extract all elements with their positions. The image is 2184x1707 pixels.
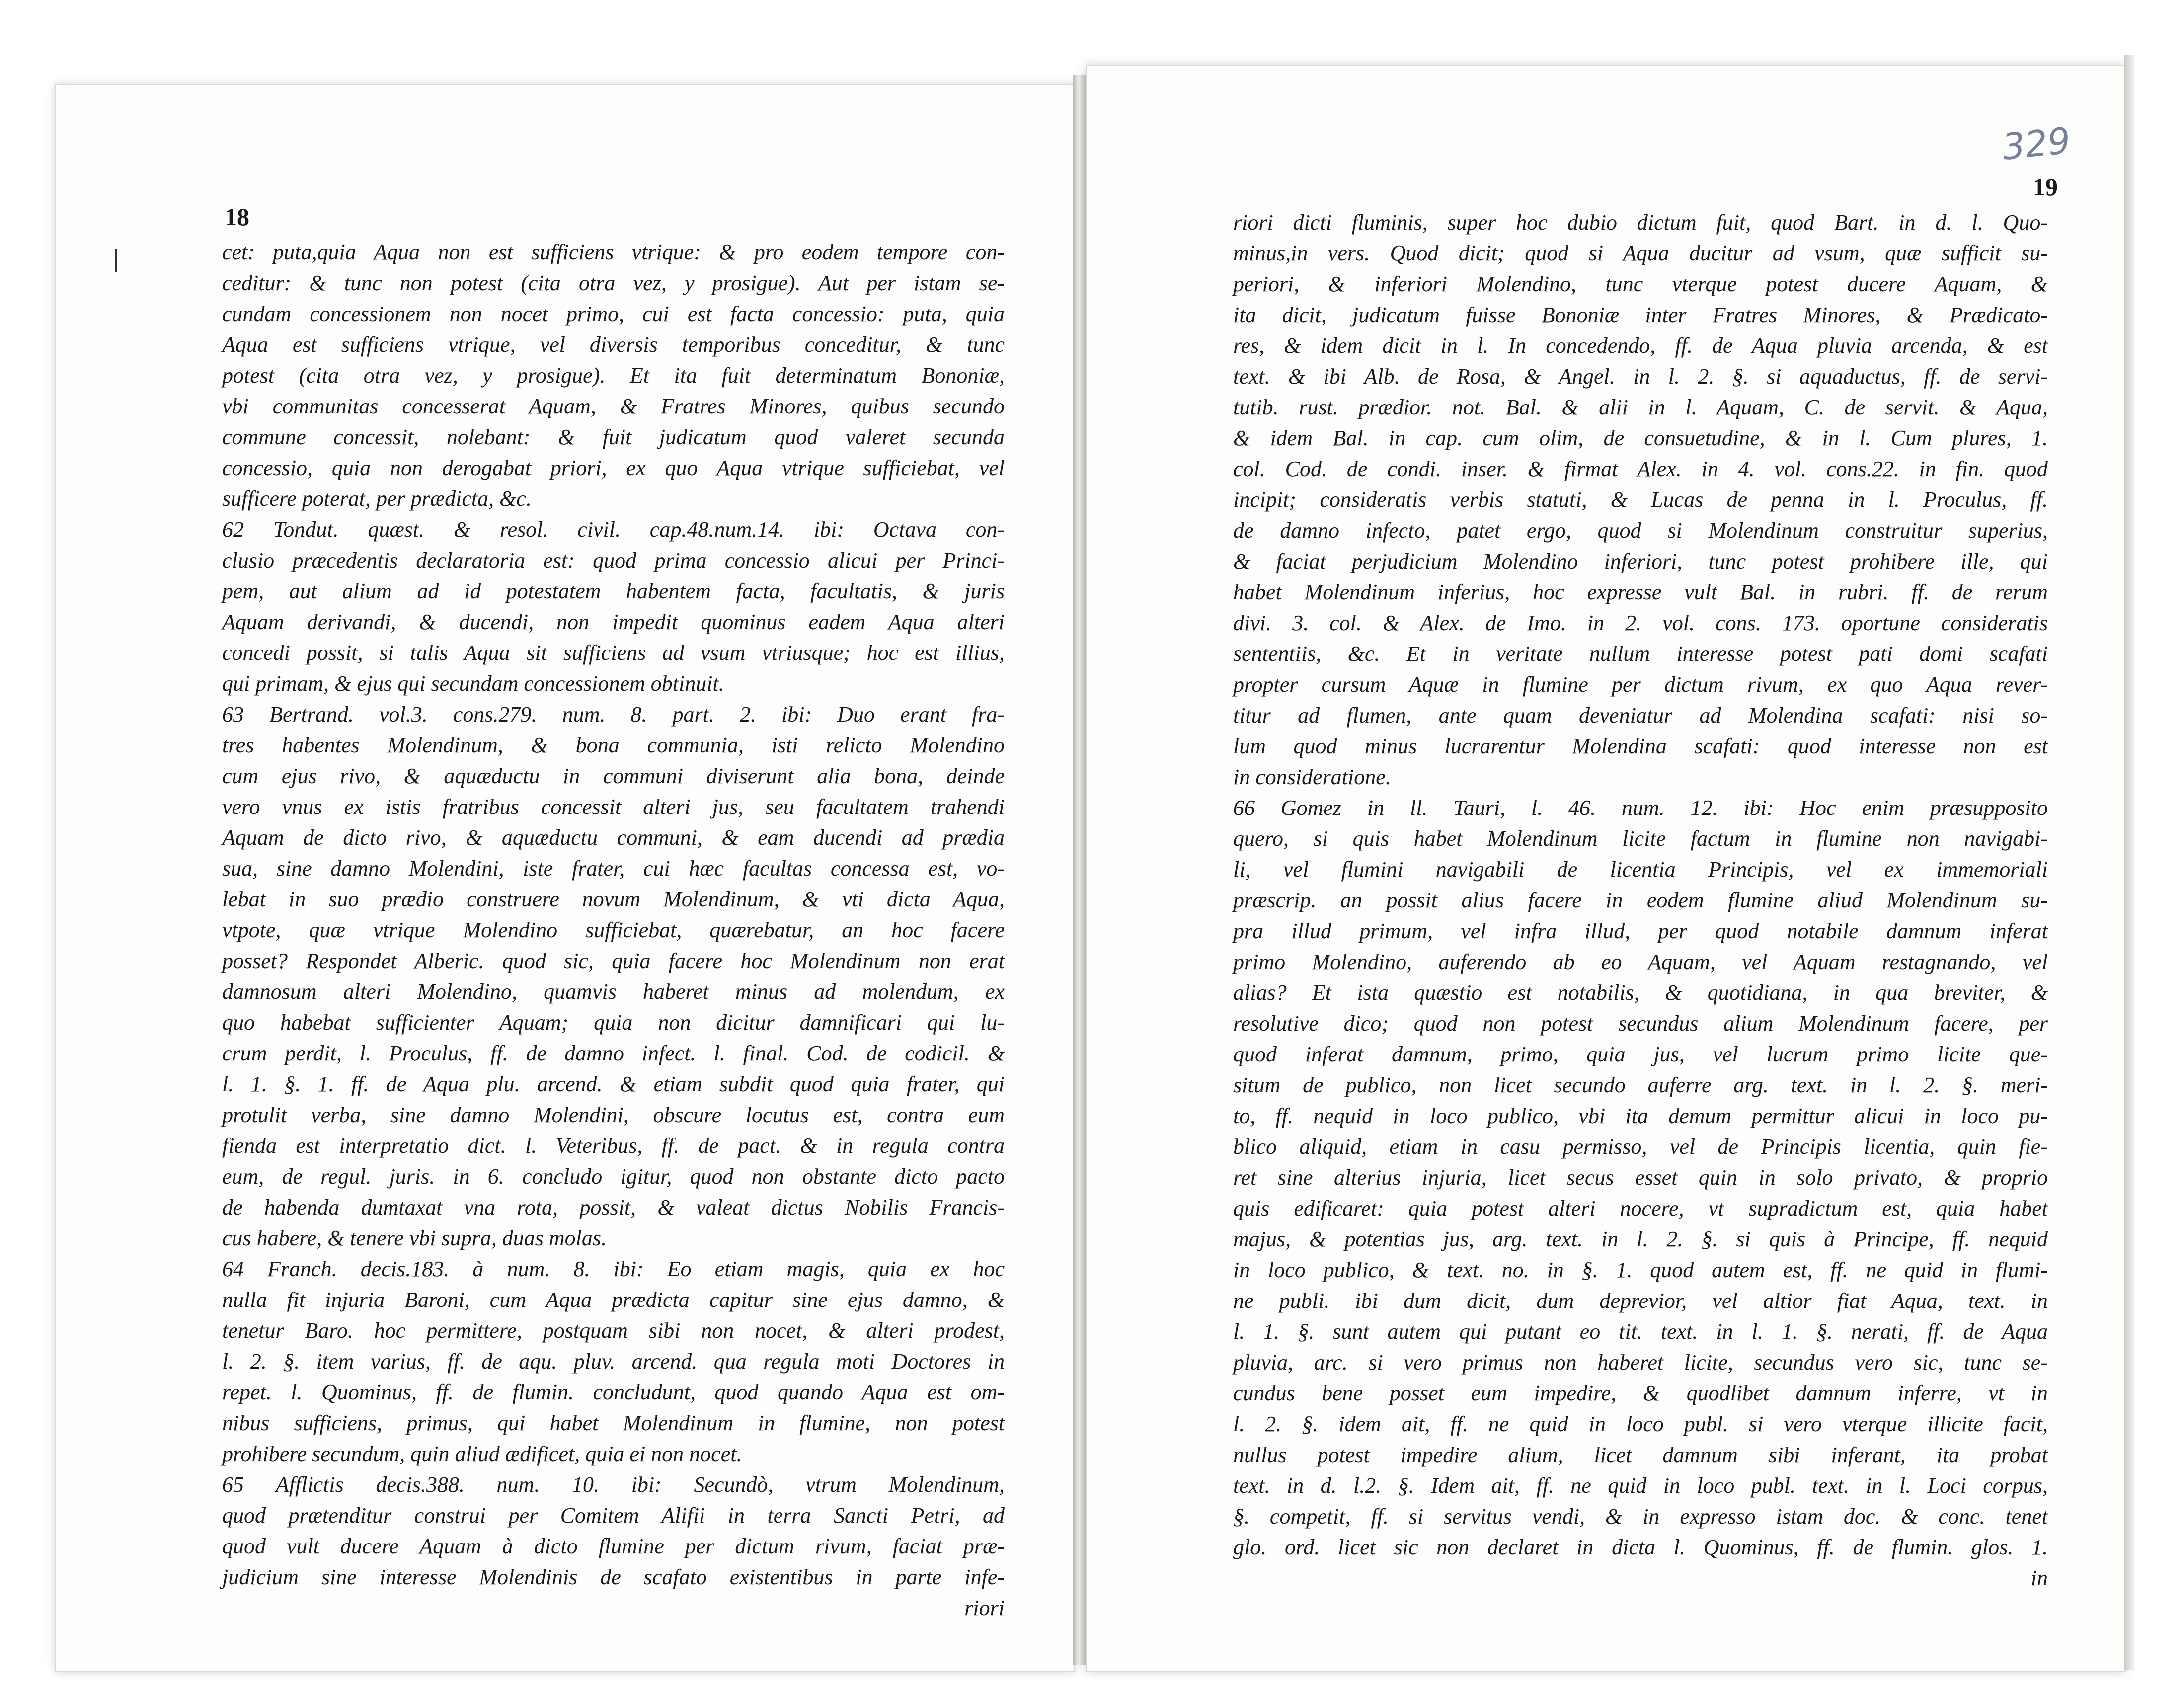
left-page: [55, 84, 1075, 1672]
text-line: judicium sine interesse Molendinis de scafato existentibus in parte infe-: [222, 1565, 1005, 1589]
text-line: de damno infecto, patet ergo, quod si Molendinum construitur superius,: [1233, 518, 2048, 543]
text-line: glo. ord. licet sic non declaret in dicta l. Quominus, ff. de flumin. glos. 1.: [1233, 1535, 2048, 1559]
text-line: ita dicit, judicatum fuisse Bononiæ inter Fratres Minores, & Prædicato-: [1233, 303, 2048, 327]
text-line: text. in d. l.2. §. Idem ait, ff. ne quid in loco publ. text. in l. Loci corpus,: [1233, 1473, 2048, 1498]
text-line: 63 Bertrand. vol.3. cons.279. num. 8. part. 2. ibi: Duo erant fra-: [222, 702, 1005, 727]
text-line: concessio, quia non derogabat priori, ex quo Aqua vtrique sufficiebat, vel: [222, 456, 1005, 480]
text-line: 65 Afflictis decis.388. num. 10. ibi: Secundò, vtrum Molendinum,: [222, 1472, 1005, 1497]
text-line: blico aliquid, etiam in casu permisso, vel de Principis licentia, quin fie-: [1233, 1135, 2048, 1159]
text-line: vero vnus ex istis fratribus concessit alteri jus, seu facultatem trahendi: [222, 795, 1005, 819]
text-line: lebat in suo prædio construere novum Molendinum, & vti dicta Aqua,: [222, 887, 1005, 911]
text-line: ret sine alterius injuria, licet secus esset quin in solo privato, & proprio: [1233, 1165, 2048, 1190]
text-line: quis edificaret: quia potest alteri nocere, vt supradictum est, quia habet: [1233, 1196, 2048, 1220]
text-line: text. & ibi Alb. de Rosa, & Angel. in l. 2. §. si aquaductus, ff. de servi-: [1233, 364, 2048, 389]
text-line: li, vel flumini navigabili de licentia Principis, vel ex immemoriali: [1233, 857, 2048, 882]
text-line: quo habebat sufficienter Aquam; quia non dicitur damnificari qui lu-: [222, 1010, 1005, 1035]
text-line: riori dicti fluminis, super hoc dubio dictum fuit, quod Bart. in d. l. Quo-: [1233, 210, 2048, 235]
text-line: sententiis, &c. Et in veritate nullum interesse potest pati domi scafati: [1233, 642, 2048, 666]
text-line: præscrip. an possit alius facere in eodem flumine aliud Molendinum su-: [1233, 888, 2048, 912]
text-line: l. 1. §. sunt autem qui putant eo tit. text. in l. 1. §. nerati, ff. de Aqua: [1233, 1319, 2048, 1344]
text-line: nullus potest impedire alium, licet damnum sibi inferant, ita probat: [1233, 1443, 2048, 1467]
text-line: ceditur: & tunc non potest (cita otra vez, y prosigue). Aut per istam se-: [222, 271, 1005, 295]
text-line: to, ff. nequid in loco publico, vbi ita demum permittur alicui in loco pu-: [1233, 1104, 2048, 1128]
text-line: col. Cod. de condi. inser. & firmat Alex. in 4. vol. cons.22. in fin. quod: [1233, 457, 2048, 481]
right-page-number: 19: [2033, 173, 2058, 201]
text-line: 62 Tondut. quæst. & resol. civil. cap.48.num.14. ibi: Octava con-: [222, 517, 1005, 542]
text-line: pra illud primum, vel infra illud, per quod notabile damnum inferat: [1233, 919, 2048, 943]
text-line: cundus bene posset eum impedire, & quodlibet damnum inferre, vt in: [1233, 1381, 2048, 1405]
text-line: protulit verba, sine damno Molendini, obscure locutus est, contra eum: [222, 1103, 1005, 1127]
right-page-text: [1233, 207, 2048, 1594]
text-line: l. 1. §. 1. ff. de Aqua plu. arcend. & etiam subdit quod quia frater, qui: [222, 1072, 1005, 1096]
text-line: cus habere, & tenere vbi supra, duas molas.: [222, 1226, 607, 1250]
text-line: fienda est interpretatio dict. l. Veteribus, ff. de pact. & in regula contra: [222, 1134, 1005, 1158]
text-line: tres habentes Molendinum, & bona communia, isti relicto Molendino: [222, 733, 1005, 757]
text-line: majus, & potentias jus, arg. text. in l. 2. §. si quis à Principe, ff. nequid: [1233, 1227, 2048, 1251]
text-line: res, & idem dicit in l. In concedendo, ff. de Aqua pluvia arcenda, & est: [1233, 333, 2048, 358]
text-line: cundam concessionem non nocet primo, cui est facta concessio: puta, quia: [222, 302, 1005, 326]
text-line: Aqua est sufficiens vtrique, vel diversis temporibus conceditur, & tunc: [222, 332, 1005, 357]
text-line: damnosum alteri Molendino, quamvis haberet minus ad molendum, ex: [222, 979, 1005, 1004]
text-line: quod prætenditur construi per Comitem Alifii in terra Sancti Petri, ad: [222, 1503, 1005, 1528]
text-line: cet: puta,quia Aqua non est sufficiens vtrique: & pro eodem tempore con-: [222, 240, 1005, 264]
text-line: situm de publico, non licet secundo auferre arg. text. in l. 2. §. meri-: [1233, 1073, 2048, 1097]
text-line: vbi communitas concesserat Aquam, & Fratres Minores, quibus secundo: [222, 394, 1005, 418]
text-line: & idem Bal. in cap. cum olim, de consuetudine, & in l. Cum plures, 1.: [1233, 426, 2048, 450]
text-line: habet Molendinum inferius, hoc expresse vult Bal. in rubri. ff. de rerum: [1233, 580, 2048, 604]
text-line: §. competit, ff. si servitus vendi, & in expresso istam doc. & conc. tenet: [1233, 1504, 2048, 1529]
text-line: 64 Franch. decis.183. à num. 8. ibi: Eo etiam magis, quia ex hoc: [222, 1257, 1005, 1281]
text-line: nulla fit injuria Baroni, cum Aqua prædicta capitur sine ejus damno, &: [222, 1288, 1005, 1312]
text-line: l. 2. §. idem ait, ff. ne quid in loco publ. si vero vterque illicite facit,: [1233, 1412, 2048, 1436]
text-line: pem, aut alium ad id potestatem habentem facta, facultatis, & juris: [222, 579, 1005, 603]
text-line: primo Molendino, auferendo ab eo Aquam, vel Aquam restagnando, vel: [1233, 950, 2048, 974]
text-line: quero, si quis habet Molendinum licite factum in flumine non navigabi-: [1233, 826, 2048, 851]
text-line: divi. 3. col. & Alex. de Imo. in 2. vol. cons. 173. oportune consideratis: [1233, 611, 2048, 635]
text-line: Aquam de dicto rivo, & aquæductu communi, & eam ducendi ad prædia: [222, 825, 1005, 850]
text-line: incipit; consideratis verbis statuti, & Lucas de penna in l. Proculus, ff.: [1233, 488, 2048, 512]
text-line: vtpote, quæ vtrique Molendino sufficiebat, quærebatur, an hoc facere: [222, 918, 1005, 942]
left-page-text: [222, 237, 1005, 1624]
text-line: tenetur Baro. hoc permittere, postquam sibi non nocet, & alteri prodest,: [222, 1318, 1005, 1343]
text-line: crum perdit, l. Proculus, ff. de damno infect. l. final. Cod. de codicil. &: [222, 1041, 1005, 1065]
text-line: quod vult ducere Aquam à dicto flumine per dictum rivum, faciat præ-: [222, 1534, 1005, 1558]
text-line: posset? Respondet Alberic. quod sic, quia facere hoc Molendinum non erat: [222, 949, 1005, 973]
text-line: 66 Gomez in ll. Tauri, l. 46. num. 12. ibi: Hoc enim præsupposito: [1233, 796, 2048, 820]
text-line: lum quod minus lucrarentur Molendina scafati: quod interesse non est: [1233, 734, 2048, 758]
text-line: pluvia, arc. si vero primus non haberet licite, secundus vero sic, tunc se-: [1233, 1350, 2048, 1375]
text-line: Aquam derivandi, & ducendi, non impedit quominus eadem Aqua alteri: [222, 610, 1005, 634]
page-edge: [2124, 55, 2134, 1670]
text-line: clusio præcedentis declaratoria est: quod prima concessio alicui per Princi-: [222, 548, 1005, 572]
left-page-number: 18: [225, 203, 249, 231]
text-line: quod inferat damnum, primo, quia jus, vel lucrum primo licite que-: [1233, 1042, 2048, 1066]
text-line: qui primam, & ejus qui secundam concessionem obtinuit.: [222, 671, 724, 696]
text-line: eum, de regul. juris. in 6. concludo igitur, quod non obstante dicto pacto: [222, 1164, 1005, 1189]
book-gutter: [1073, 75, 1086, 1665]
handwritten-folio-number: 329: [2000, 119, 2073, 168]
text-line: commune concessit, nolebant: & fuit judicatum quod valeret secunda: [222, 425, 1005, 449]
text-line: in consideratione.: [1233, 765, 1391, 789]
text-line: periori, & inferiori Molendino, tunc vterque potest ducere Aquam, &: [1233, 272, 2048, 296]
text-line: repet. l. Quominus, ff. de flumin. concludunt, quod quando Aqua est om-: [222, 1380, 1005, 1404]
text-line: sua, sine damno Molendini, iste frater, cui hæc facultas concessa est, vo-: [222, 856, 1005, 881]
text-line: minus,in vers. Quod dicit; quod si Aqua ducitur ad vsum, quæ sufficit su-: [1233, 241, 2048, 265]
text-line: de habenda dumtaxat vna rota, possit, & valeat dictus Nobilis Francis-: [222, 1195, 1005, 1219]
text-line: sufficere poterat, per prædicta, &c.: [222, 487, 532, 511]
text-line: l. 2. §. item varius, ff. de aqu. pluv. arcend. qua regula moti Doctores in: [222, 1349, 1005, 1374]
right-page: [1086, 65, 2126, 1672]
text-line: prohibere secundum, quin aliud ædificet, quia ei non nocet.: [222, 1442, 742, 1466]
text-line: ne publi. ibi dum dicit, dum deprevior, vel altior fiat Aqua, text. in: [1233, 1289, 2048, 1313]
text-line: cum ejus rivo, & aquæductu in communi diviserunt alia bona, deinde: [222, 764, 1005, 788]
text-line: propter cursum Aquæ in flumine per dictum rivum, ex quo Aqua rever-: [1233, 672, 2048, 697]
text-line: nibus sufficiens, primus, qui habet Molendinum in flumine, non potest: [222, 1411, 1005, 1435]
text-line: in loco publico, & text. no. in §. 1. quod autem est, ff. ne quid in flumi-: [1233, 1258, 2048, 1282]
margin-mark: [115, 249, 117, 272]
text-line: alias? Et ista quæstio est notabilis, & quotidiana, in qua breviter, &: [1233, 980, 2048, 1005]
text-line: & faciat perjudicium Molendino inferiori, tunc potest prohibere ille, qui: [1233, 549, 2048, 573]
text-line: concedi possit, si talis Aqua sit sufficiens ad vsum vtriusque; hoc est illius,: [222, 641, 1005, 665]
text-line: tutib. rust. prædior. not. Bal. & alii in l. Aquam, C. de servit. & Aqua,: [1233, 395, 2048, 419]
text-line: titur ad flumen, ante quam deveniatur ad Molendina scafati: nisi so-: [1233, 703, 2048, 728]
text-line: resolutive dico; quod non potest secundus alium Molendinum facere, per: [1233, 1011, 2048, 1036]
text-line: potest (cita otra vez, y prosigue). Et ita fuit determinatum Bononiæ,: [222, 363, 1005, 388]
text-line: riori: [964, 1596, 1005, 1620]
text-line: in: [2030, 1566, 2048, 1590]
